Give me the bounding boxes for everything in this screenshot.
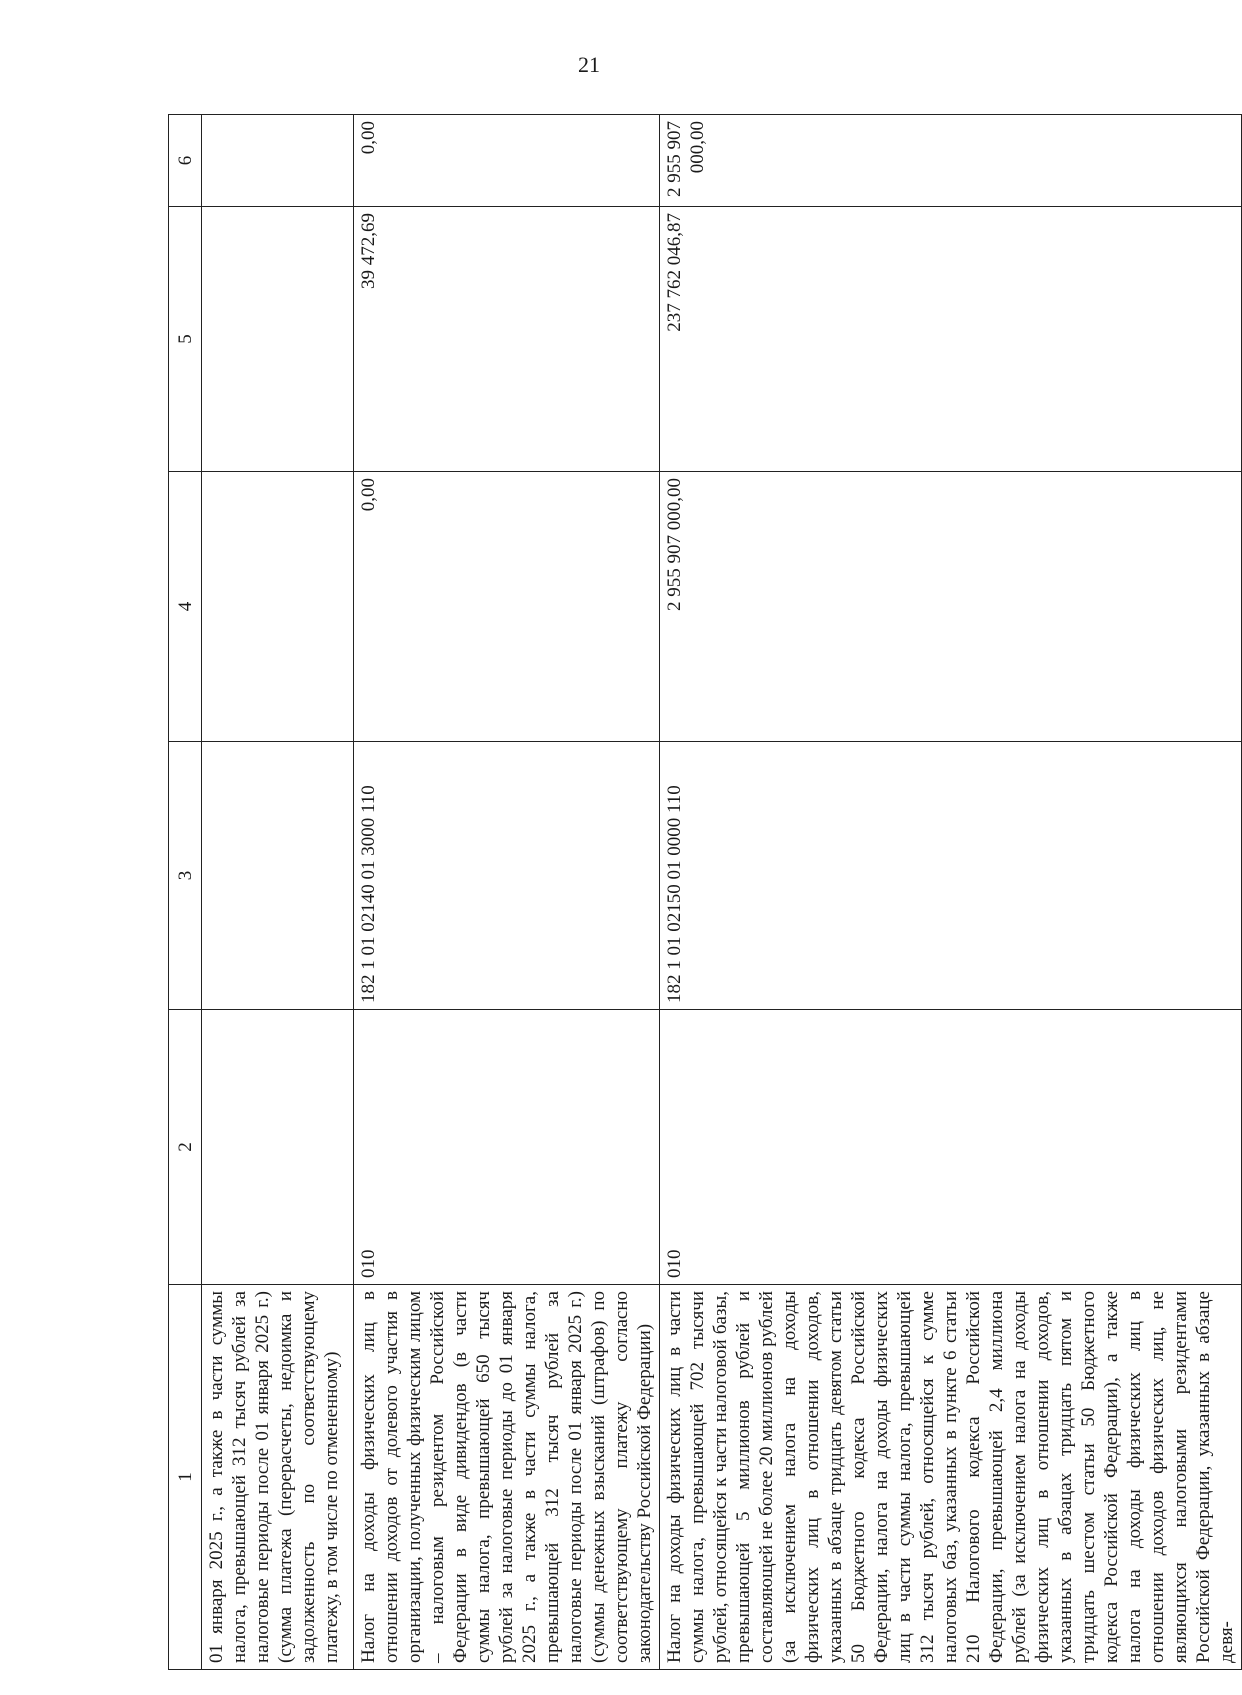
budget-code-cell xyxy=(202,742,354,1010)
budget-code-cell: 182 1 01 02140 01 3000 110 xyxy=(354,742,660,1010)
income-name-cell: Налог на доходы физических лиц в отношении доходов от долевого участия в организации, полученных физическим лицом – налоговым резидентом Российской Федерации в виде дивидендов (в части суммы налога, превышающей 650 тысяч рублей за налоговые периоды до 01 января 2025 г., а также в части суммы налога, превышающей 312 тысяч рублей за налоговые периоды после 01 января 2025 г.) (суммы денежных взысканий (штрафов) по соответствующему платежу согласно законодательству Российской Федерации) xyxy=(354,1285,660,1670)
budget-code-cell: 182 1 01 02150 01 0000 110 xyxy=(660,742,1242,1010)
amount-cell-4: 2 955 907 000,00 xyxy=(660,472,1242,742)
header-row xyxy=(169,115,202,1670)
table-row xyxy=(660,115,1242,1670)
header-cell: 3 xyxy=(169,742,202,1010)
rotated-table-inner xyxy=(168,115,1237,1670)
amount-cell-6: 0,00 xyxy=(354,115,660,207)
amount-cell-5: 39 472,69 xyxy=(354,207,660,472)
income-name-cell: 01 января 2025 г., а также в части суммы налога, превышающей 312 тысяч рублей за налоговые периоды после 01 января 2025 г.) (сумма платежа (перерасчеты, недоимка и задолженность по соответствующему платежу, в том числе по отмененному) xyxy=(202,1285,354,1670)
table-row xyxy=(202,115,354,1670)
admin-code-cell: 010 xyxy=(354,1010,660,1285)
amount-cell-4 xyxy=(202,472,354,742)
page-number: 21 xyxy=(578,52,600,77)
header-cell: 6 xyxy=(169,115,202,207)
amount-cell-5 xyxy=(202,207,354,472)
amount-cell-6 xyxy=(202,115,354,207)
header-cell: 4 xyxy=(169,472,202,742)
rotated-table-frame xyxy=(168,115,1237,1670)
admin-code-cell xyxy=(202,1010,354,1285)
table-row xyxy=(354,115,660,1670)
amount-cell-6: 2 955 907 000,00 xyxy=(660,115,1242,207)
amount-cell-4: 0,00 xyxy=(354,472,660,742)
header-cell: 1 xyxy=(169,1285,202,1670)
revenue-table xyxy=(168,114,1242,1670)
header-cell: 5 xyxy=(169,207,202,472)
header-cell: 2 xyxy=(169,1010,202,1285)
admin-code-cell: 010 xyxy=(660,1010,1242,1285)
amount-cell-5: 237 762 046,87 xyxy=(660,207,1242,472)
income-name-cell: Налог на доходы физических лиц в части суммы налога, превышающей 702 тысячи рублей, относящейся к части налоговой базы, превышающей 5 миллионов рублей и составляющей не более 20 миллионов рублей (за исключением налога на доходы физических лиц в отношении доходов, указанных в абзаце тридцать девятом статьи 50 Бюджетного кодекса Российской Федерации, налога на доходы физических лиц в части суммы налога, превышающей 312 тысяч рублей, относящейся к сумме налоговых баз, указанных в пункте 6 статьи 210 Налогового кодекса Российской Федерации, превышающей 2,4 миллиона рублей (за исключением налога на доходы физических лиц в отношении доходов, указанных в абзацах тридцать пятом и тридцать шестом статьи 50 Бюджетного кодекса Российской Федерации), а также налога на доходы физических лиц в отношении доходов физических лиц, не являющихся налоговыми резидентами Российской Федерации, указанных в абзаце девя- xyxy=(660,1285,1242,1670)
